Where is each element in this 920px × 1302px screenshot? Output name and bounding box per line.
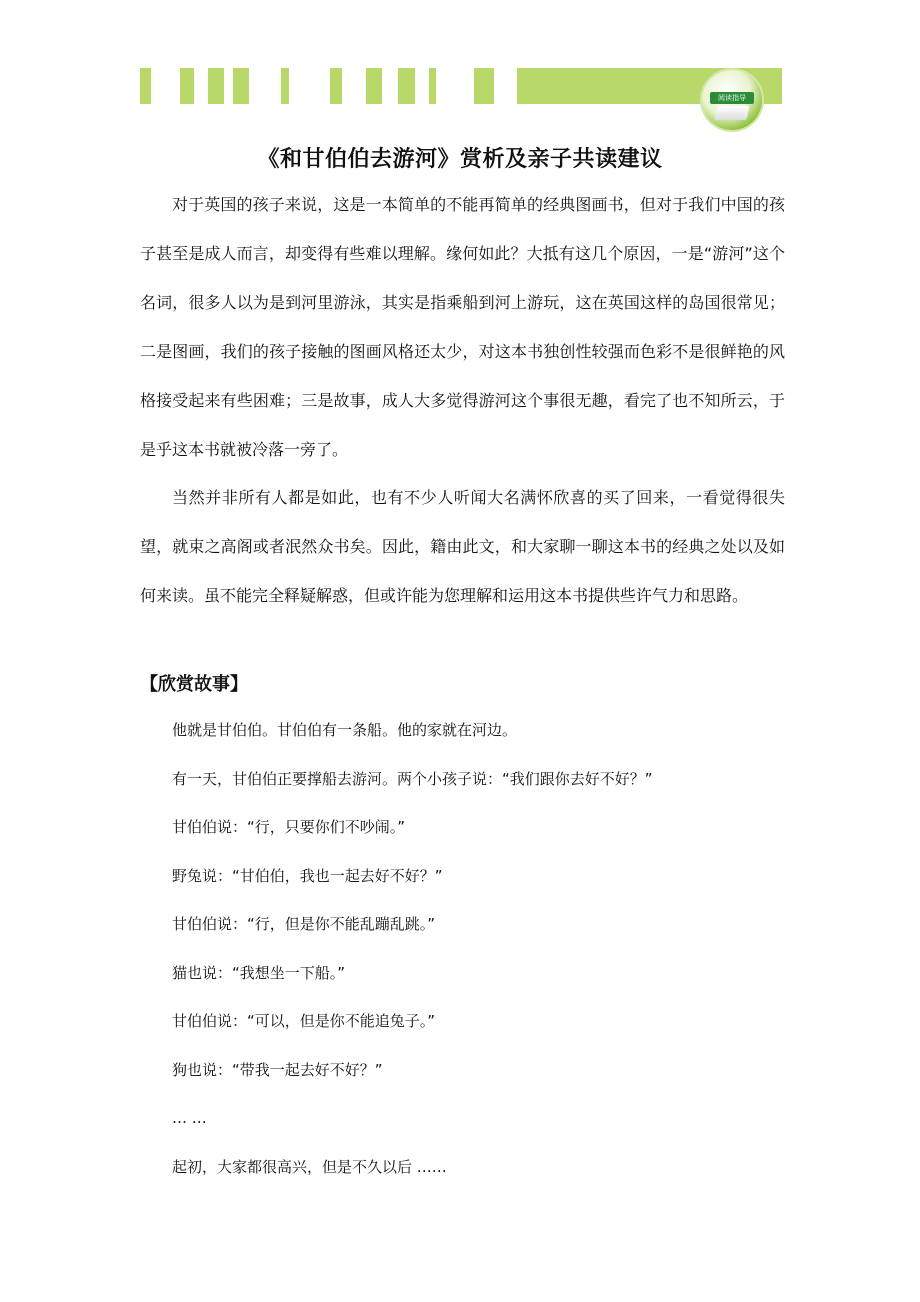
banner-stripe: [281, 68, 289, 104]
second-paragraph: 当然并非所有人都是如此，也有不少人听闻大名满怀欣喜的买了回来，一看觉得很失望，就束之高阁或者泯然众书矣。因此，籍由此文，和大家聊一聊这本书的经典之处以及如何来读。虽不能完全释疑解惑，但或许能为您理解和运用这本书提供些许气力和思路。: [140, 488, 785, 605]
story-line: 野兔说：“甘伯伯，我也一起去好不好？”: [172, 866, 443, 885]
intro-paragraph: 对于英国的孩子来说，这是一本简单的不能再简单的经典图画书，但对于我们中国的孩子甚至是成人而言，却变得有些难以理解。缘何如此？大抵有这几个原因，一是“游河”这个名词，很多人以为是到河里游泳，其实是指乘船到河上游玩，这在英国这样的岛国很常见；二是图画，我们的孩子接触的图画风格还太少，对这本书独创性较强而色彩不是很鲜艳的风格接受起来有些困难；三是故事，成人大多觉得游河这个事很无趣，看完了也不知所云，于是乎这本书就被冷落一旁了。: [140, 195, 785, 459]
story-line: 他就是甘伯伯。甘伯伯有一条船。他的家就在河边。: [172, 721, 518, 739]
document-title: 《和甘伯伯去游河》赏析及亲子共读建议: [257, 147, 663, 172]
story-line: 甘伯伯说：“行，只要你们不吵闹。”: [172, 818, 406, 836]
story-line: 猫也说：“我想坐一下船。”: [172, 963, 346, 982]
section-heading: 【欣赏故事】: [140, 674, 248, 695]
story-line: 甘伯伯说：“可以，但是你不能追兔子。”: [172, 1012, 436, 1030]
header-banner: [0, 0, 920, 130]
banner-stripe: [398, 68, 415, 104]
banner-stripe: [180, 68, 194, 104]
banner-stripe: [429, 68, 436, 104]
banner-stripe: [208, 68, 224, 104]
banner-stripe: [474, 68, 494, 104]
reading-guide-logo: [702, 70, 762, 130]
story-ellipsis: … …: [172, 1109, 207, 1127]
banner-stripe: [330, 68, 342, 104]
banner-stripe: [233, 68, 249, 104]
story-excerpt: [172, 713, 772, 1198]
logo-label: 阅读指导: [710, 92, 754, 104]
story-line: 起初，大家都很高兴，但是不久以后 ……: [172, 1157, 447, 1176]
story-line: 甘伯伯说：“行，但是你不能乱蹦乱跳。”: [172, 915, 436, 933]
banner-stripe: [140, 68, 151, 104]
book-icon: [715, 106, 750, 120]
story-line: 有一天，甘伯伯正要撑船去游河。两个小孩子说：“我们跟你去好不好？”: [172, 769, 653, 788]
banner-stripe: [366, 68, 382, 104]
story-line: 狗也说：“带我一起去好不好？”: [172, 1060, 383, 1079]
